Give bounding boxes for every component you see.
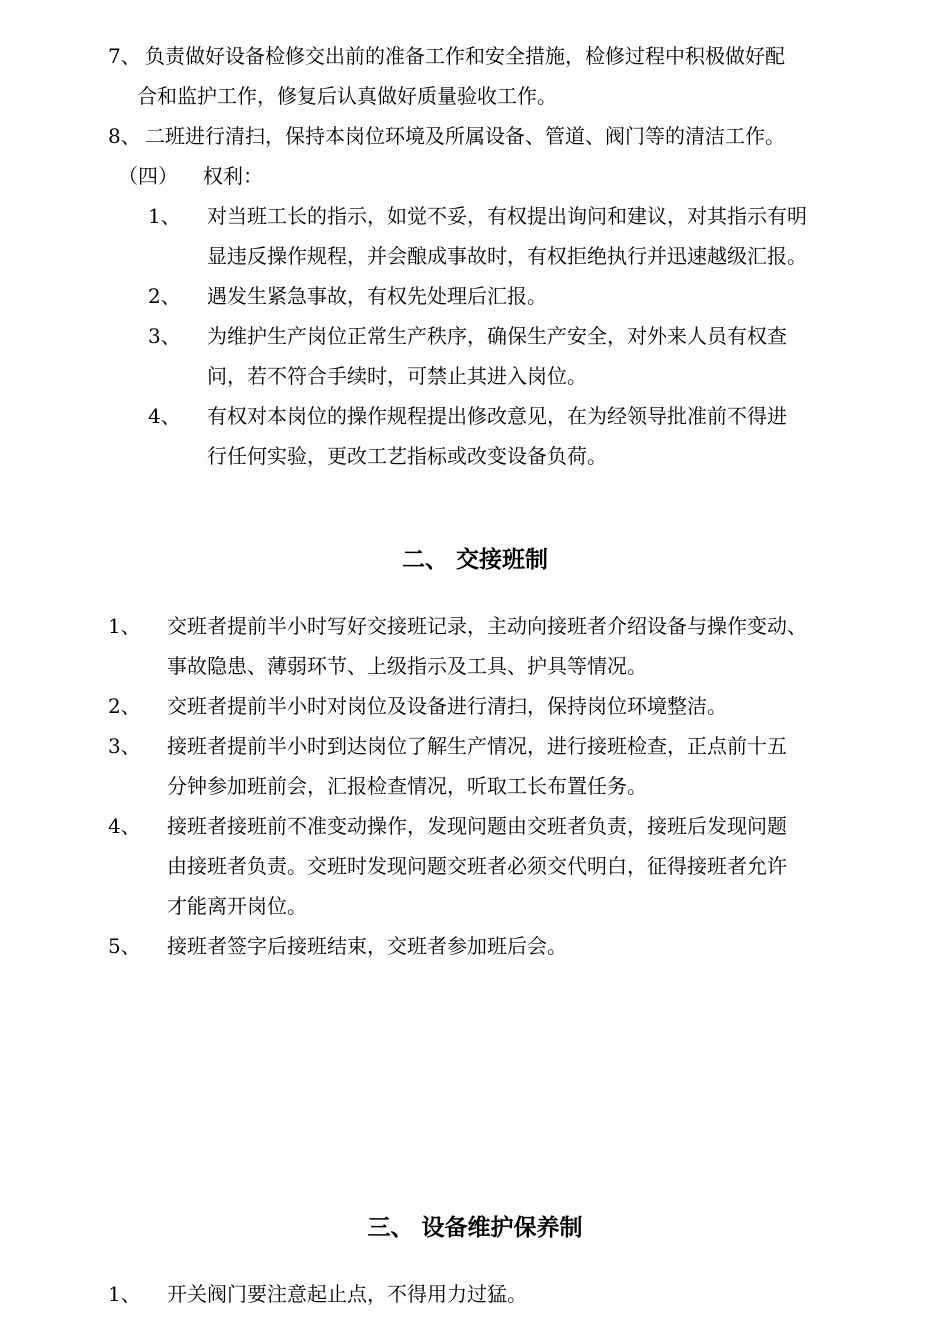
item-text-line: 开关阀门要注意起止点，不得用力过猛。	[167, 1282, 527, 1306]
item-text-line: 才能离开岗位。	[167, 894, 307, 918]
item-text-line: 显违反操作规程，并会酿成事故时，有权拒绝执行并迅速越级汇报。	[207, 244, 807, 268]
section-title: 二、 交接班制	[401, 547, 548, 573]
item-text-line: 遇发生紧急事故，有权先处理后汇报。	[207, 284, 547, 308]
item-text-line: 为维护生产岗位正常生产秩序，确保生产安全，对外来人员有权查	[207, 324, 787, 348]
item-number: 1、	[108, 614, 141, 638]
subsection-number: （四）	[118, 164, 178, 188]
item-text-line: 由接班者负责。交班时发现问题交班者必须交代明白，征得接班者允许	[167, 854, 787, 878]
item-text-line: 二班进行清扫，保持本岗位环境及所属设备、管道、阀门等的清洁工作。	[145, 124, 785, 148]
item-number: 1、	[108, 1282, 141, 1306]
item-text-line: 负责做好设备检修交出前的准备工作和安全措施，检修过程中积极做好配	[145, 44, 785, 68]
item-number: 1、	[148, 204, 181, 228]
item-text-line: 交班者提前半小时写好交接班记录，主动向接班者介绍设备与操作变动、	[167, 614, 807, 638]
item-text-line: 合和监护工作，修复后认真做好质量验收工作。	[137, 84, 557, 108]
item-text-line: 事故隐患、薄弱环节、上级指示及工具、护具等情况。	[167, 654, 647, 678]
item-number: 3、	[148, 324, 181, 348]
item-number: 5、	[108, 934, 141, 958]
item-number: 4、	[108, 814, 141, 838]
item-text-line: 分钟参加班前会，汇报检查情况，听取工长布置任务。	[167, 774, 647, 798]
item-text-line: 有权对本岗位的操作规程提出修改意见，在为经领导批准前不得进	[207, 404, 787, 428]
item-text-line: 接班者签字后接班结束，交班者参加班后会。	[167, 934, 567, 958]
item-number: 8、	[108, 124, 141, 148]
item-text-line: 问，若不符合手续时，可禁止其进入岗位。	[207, 364, 587, 388]
item-text-line: 接班者提前半小时到达岗位了解生产情况，进行接班检查，正点前十五	[167, 734, 787, 758]
item-text-line: 交班者提前半小时对岗位及设备进行清扫，保持岗位环境整洁。	[167, 694, 727, 718]
item-text-line: 对当班工长的指示，如觉不妥，有权提出询问和建议，对其指示有明	[207, 204, 807, 228]
item-number: 7、	[108, 44, 141, 68]
item-text-line: 接班者接班前不准变动操作，发现问题由交班者负责，接班后发现问题	[167, 814, 787, 838]
subsection-label: 权利：	[203, 164, 263, 188]
item-number: 4、	[148, 404, 181, 428]
item-number: 2、	[148, 284, 181, 308]
item-number: 2、	[108, 694, 141, 718]
section-title: 三、 设备维护保养制	[367, 1215, 583, 1241]
item-number: 3、	[108, 734, 141, 758]
item-text-line: 行任何实验，更改工艺指标或改变设备负荷。	[207, 444, 607, 468]
